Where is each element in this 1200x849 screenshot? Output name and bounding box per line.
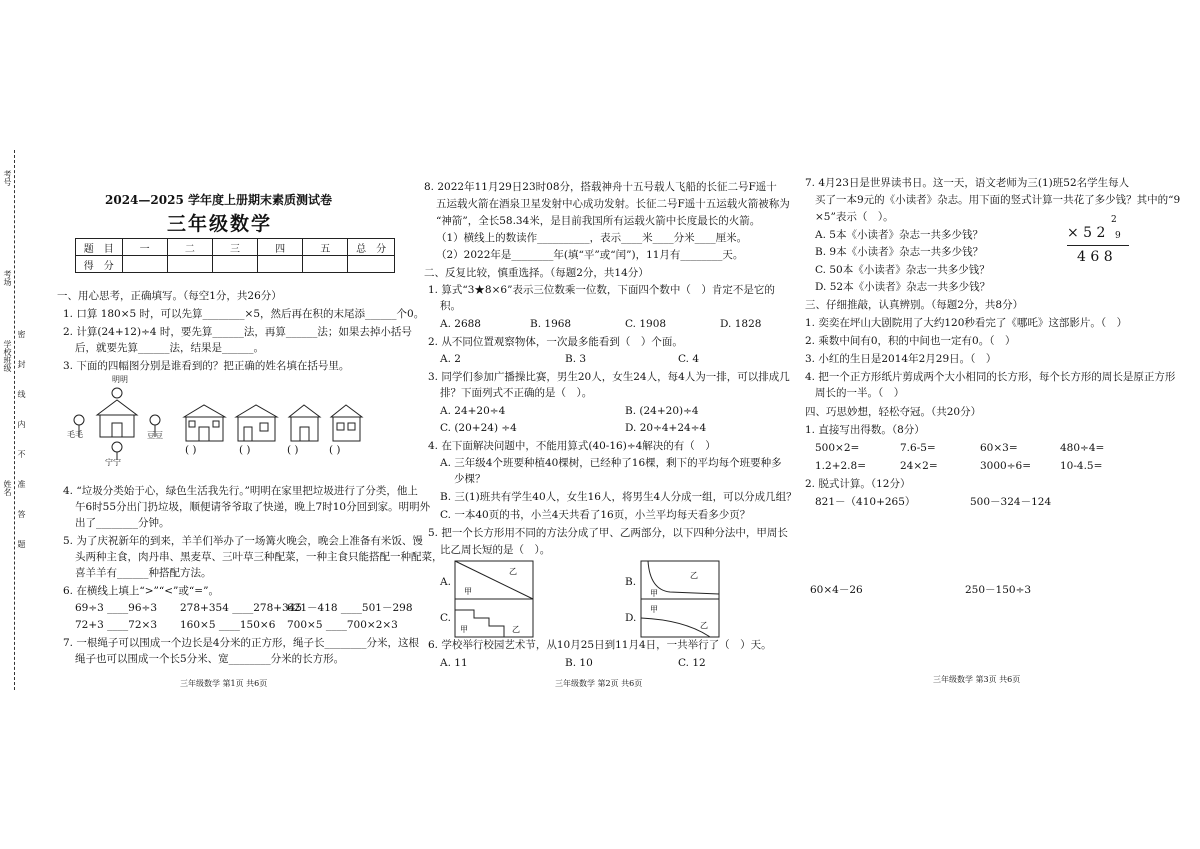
score-table-header: 二 [167, 239, 212, 256]
judge-3: 3. 小红的生日是2014年2月29日。（ ） [805, 353, 997, 365]
house-view-icon [182, 403, 227, 443]
score-cell[interactable] [212, 256, 257, 273]
answer-bracket[interactable]: ( ) [185, 444, 197, 456]
calc-item[interactable]: 7.6-5= [900, 442, 936, 454]
option-a[interactable]: A. 2688 [440, 318, 481, 330]
compare-item: 621－418 ____501－298 [287, 602, 413, 614]
option-a[interactable]: A. 24+20÷4 [440, 405, 506, 417]
score-table [75, 238, 395, 273]
option-b[interactable]: B. 3 [565, 353, 587, 365]
sidebar-label: 不 [17, 450, 26, 458]
compare-item: 72+3 ____72×3 [75, 619, 158, 631]
question-5-line2: 头两种主食，肉丹串、黑麦草、三叶草三种配菜，一种主食只能搭配一种配菜， [75, 551, 443, 563]
page-1 [55, 0, 443, 849]
question-4-line3: 出了________分钟。 [75, 517, 170, 529]
svg-text:甲: 甲 [460, 625, 468, 634]
question-6: 6. 在横线上填上“>”“<”或“=”。 [63, 585, 219, 597]
score-table-header: 题 目 [76, 239, 123, 256]
option-a[interactable]: A. 三年级4个班要种植40棵树，已经种了16棵，剩下的平均每个班要种多 [440, 457, 782, 469]
multiply-row: × 5 2 [1067, 225, 1106, 241]
question-8-part1: （1）横线上的数读作__________，表示____米____分米____厘米。 [436, 232, 748, 244]
choice-7-line2: 买了一本9元的《小读者》杂志。用下面的竖式计算一共花了多少钱？其中的“9 [815, 194, 1181, 206]
choice-7-line1: 7. 4月23日是世界读书日。这一天，语文老师为三(1)班52名学生每人 [805, 177, 1130, 189]
score-cell[interactable] [122, 256, 167, 273]
svg-text:乙: 乙 [700, 621, 708, 630]
option-c[interactable]: C. 1908 [625, 318, 667, 330]
page-2 [420, 0, 797, 849]
option-c[interactable]: C. 12 [678, 657, 706, 669]
option-d[interactable]: D. 20÷4+24÷4 [625, 422, 707, 434]
score-table-label: 得 分 [76, 256, 123, 273]
stepwise-item[interactable]: 250－150÷3 [965, 584, 1032, 596]
score-cell[interactable] [303, 256, 348, 273]
question-4-line2: 午6时55分出门扔垃圾，顺便请爷爷取了快递，晚上7时10分回到家。明明外 [75, 501, 431, 513]
section-3-heading: 三、仔细推敲，认真辨别。（每题2分，共8分） [805, 299, 1024, 311]
stepwise-item[interactable]: 60×4－26 [810, 584, 863, 596]
figure-name: 宁宁 [105, 458, 121, 467]
rectangle-split-figure [454, 560, 534, 600]
question-8-line2: 五运载火箭在酒泉卫星发射中心成功发射。长征二号F遥十五运载火箭被称为 [436, 198, 790, 210]
part-jia-label: 甲 [464, 587, 472, 596]
option-c[interactable]: C. 4 [678, 353, 700, 365]
sidebar-label: 题 [17, 540, 26, 548]
sidebar-label: 密 [17, 330, 26, 338]
choice-5-line2: 比乙周长短的是（ ）。 [440, 544, 551, 556]
score-table-header: 三 [212, 239, 257, 256]
option-b[interactable]: B. (24+20)÷4 [625, 405, 699, 417]
option-d[interactable]: D. 52本《小读者》杂志一共多少钱？ [815, 281, 991, 293]
calc-item[interactable]: 60×3= [980, 442, 1018, 454]
option-a[interactable]: A. 11 [440, 657, 468, 669]
question-8-line3: “神箭”，全长58.34米，是目前我国所有运载火箭中长度最长的火箭。 [436, 215, 761, 227]
option-c[interactable]: C. [440, 612, 451, 624]
section-2-heading: 二、反复比较，慎重选择。（每题2分，共14分） [424, 267, 649, 279]
rectangle-split-figure [640, 560, 720, 600]
house-with-children-icon [67, 385, 172, 460]
partial-digit: 9 [1115, 231, 1121, 241]
vertical-multiplication [1067, 215, 1137, 268]
option-d[interactable]: D. 1828 [720, 318, 762, 330]
choice-6: 6. 学校举行校园艺术节，从10月25日到11月4日，一共举行了（ ）天。 [428, 639, 772, 651]
option-a[interactable]: A. 2 [440, 353, 461, 365]
score-table-header: 五 [303, 239, 348, 256]
stepwise-item[interactable]: 821－（410+265） [815, 496, 916, 508]
question-8-part2: （2）2022年是________年(填“平”或“闰”)，11月有________天。 [436, 249, 744, 261]
calc-item[interactable]: 10-4.5= [1060, 460, 1103, 472]
choice-5-line1: 5. 把一个长方形用不同的方法分成了甲、乙两部分，以下四种分法中，甲周长 [428, 527, 788, 539]
calc-item[interactable]: 24×2= [900, 460, 938, 472]
option-b[interactable]: B. [625, 576, 637, 588]
question-7-line1: 7. 一根绳子可以围成一个边长是4分米的正方形，绳子长________分米，这根 [63, 637, 420, 649]
exam-title: 2024—2025 学年度上册期末素质测试卷 [105, 193, 332, 207]
rectangle-split-figure [640, 598, 720, 638]
choice-1: 1. 算式“3★8×6”表示三位数乘一位数，下面四个数中（ ）肯定不是它的 [428, 284, 775, 296]
compare-item: 69÷3 ____96÷3 [75, 602, 158, 614]
svg-text:乙: 乙 [512, 625, 520, 634]
question-2-line1: 2. 计算(24+12)÷4 时，要先算______法，再算______法；如果去掉小括号 [63, 326, 412, 338]
question-5-line1: 5. 为了庆祝新年的到来，羊羊们举办了一场篝火晚会，晚会上准备有米饭、馒 [63, 535, 423, 547]
answer-bracket[interactable]: ( ) [239, 444, 251, 456]
svg-text:甲: 甲 [650, 589, 658, 598]
rectangle-split-figure [454, 598, 534, 638]
answer-bracket[interactable]: ( ) [287, 444, 299, 456]
option-b[interactable]: B. 1968 [530, 318, 572, 330]
option-b[interactable]: B. 10 [565, 657, 593, 669]
judge-2: 2. 乘数中间有0，积的中间也一定有0。（ ） [805, 335, 1016, 347]
page-footer: 三年级数学 第1页 共6页 [180, 679, 268, 688]
score-cell[interactable] [258, 256, 303, 273]
question-4-line1: 4. “垃圾分类始于心，绿色生活我先行。”明明在家里把垃圾进行了分类，他上 [63, 485, 418, 497]
choice-3-line2: 排？下面列式不正确的是（ ）。 [440, 387, 593, 399]
house-view-icon [234, 403, 279, 443]
question-7-line2: 绳子也可以围成一个长5分米、宽________分米的长方形。 [75, 653, 345, 665]
sidebar-label: 学校班级 [3, 340, 12, 372]
choice-1-line2: 积。 [440, 300, 461, 312]
sidebar-label: 考号 [3, 170, 12, 186]
sidebar-label: 姓名 [3, 480, 12, 496]
sidebar-label: 内 [17, 420, 26, 428]
sidebar-label: 准 [17, 480, 26, 488]
option-d[interactable]: D. [625, 612, 637, 624]
compare-item: 160×5 ____150×6 [180, 619, 276, 631]
page-footer: 三年级数学 第2页 共6页 [555, 679, 643, 688]
stepwise-item[interactable]: 500－324－124 [970, 496, 1052, 508]
figure-name: 豆豆 [147, 431, 163, 440]
question-8-line1: 8. 2022年11月29日23时08分，搭载神舟十五号载人飞船的长征二号F遥十 [424, 181, 777, 193]
question-2-line2: 后，就要先算______法，结果是______。 [75, 342, 264, 354]
binding-strip [0, 150, 26, 690]
compare-item: 700×5 ____700×2×3 [287, 619, 398, 631]
question-5-line3: 喜羊羊有______种搭配方法。 [75, 567, 212, 579]
svg-text:乙: 乙 [690, 571, 698, 580]
direct-calc-heading: 1. 直接写出得数。（8分） [805, 424, 925, 436]
seal-line [14, 150, 15, 690]
option-a-line2: 少棵？ [454, 473, 486, 485]
section-1-heading: 一、用心思考，正确填写。（每空1分，共26分） [57, 290, 282, 302]
sidebar-label: 答 [17, 510, 26, 518]
choice-4: 4. 在下面解决问题中，不能用算式(40-16)÷4解决的有（ ） [428, 440, 716, 452]
choice-3-line1: 3. 同学们参加广播操比赛，男生20人，女生24人，每4人为一排，可以排成几 [428, 371, 790, 383]
score-cell[interactable] [167, 256, 212, 273]
calc-item[interactable]: 3000÷6= [980, 460, 1031, 472]
option-c[interactable]: C. 一本40页的书，小兰4天共看了16页，小兰平均每天看多少页？ [440, 509, 751, 521]
carry-digit: 2 [1111, 215, 1117, 225]
calc-item[interactable]: 500×2= [815, 442, 860, 454]
subject-title: 三年级数学 [167, 213, 273, 235]
page-footer: 三年级数学 第3页 共6页 [933, 675, 1021, 684]
calc-rule [1067, 245, 1129, 246]
choice-7-line3: ×5”表示（ ）。 [815, 211, 894, 223]
house-view-icon [287, 403, 322, 443]
figure-name: 明明 [112, 375, 128, 384]
option-a[interactable]: A. 5本《小读者》杂志一共多少钱？ [815, 229, 983, 241]
section-4-heading: 四、巧思妙想，轻松夺冠。（共20分） [805, 406, 982, 418]
judge-4-line1: 4. 把一个正方形纸片剪成两个大小相同的长方形，每个长方形的周长是原正方形 [805, 371, 1176, 383]
page-3 [805, 0, 1181, 849]
part-yi-label: 乙 [509, 567, 517, 576]
question-3-figure [67, 375, 387, 470]
calc-item[interactable]: 480÷4= [1060, 442, 1105, 454]
judge-4-line2: 周长的一半。（ ） [815, 387, 905, 399]
score-table-header: 一 [122, 239, 167, 256]
option-b[interactable]: B. 9本《小读者》杂志一共多少钱？ [815, 246, 984, 258]
calc-result: 4 6 8 [1077, 249, 1113, 265]
score-cell[interactable] [348, 256, 395, 273]
svg-text:甲: 甲 [650, 605, 658, 614]
option-b[interactable]: B. 三(1)班共有学生40人，女生16人，将男生4人分成一组，可以分成几组？ [440, 491, 797, 503]
house-view-icon [329, 403, 364, 443]
score-table-header: 四 [258, 239, 303, 256]
compare-item: 278+354 ____278+345 [180, 602, 303, 614]
answer-bracket[interactable]: ( ) [329, 444, 341, 456]
calc-item[interactable]: 1.2+2.8= [815, 460, 866, 472]
judge-1: 1. 奕奕在坪山大剧院用了大约120秒看完了《哪吒》这部影片。（ ） [805, 317, 1128, 329]
choice-2: 2. 从不同位置观察物体，一次最多能看到（ ）个面。 [428, 336, 683, 348]
option-c[interactable]: C. (20+24) ÷4 [440, 422, 517, 434]
question-3: 3. 下面的四幅图分别是谁看到的？把正确的姓名填在括号里。 [63, 360, 350, 372]
sidebar-label: 线 [17, 390, 26, 398]
score-table-header: 总 分 [348, 239, 395, 256]
question-1: 1. 口算 180×5 时，可以先算________×5，然后再在积的末尾添______个0。 [63, 308, 425, 320]
option-a[interactable]: A. [440, 576, 451, 588]
figure-name: 毛毛 [67, 430, 83, 439]
option-c[interactable]: C. 50本《小读者》杂志一共多少钱？ [815, 264, 990, 276]
stepwise-calc-heading: 2. 脱式计算。（12分） [805, 478, 911, 490]
sidebar-label: 封 [17, 360, 26, 368]
sidebar-label: 考场 [3, 270, 12, 286]
